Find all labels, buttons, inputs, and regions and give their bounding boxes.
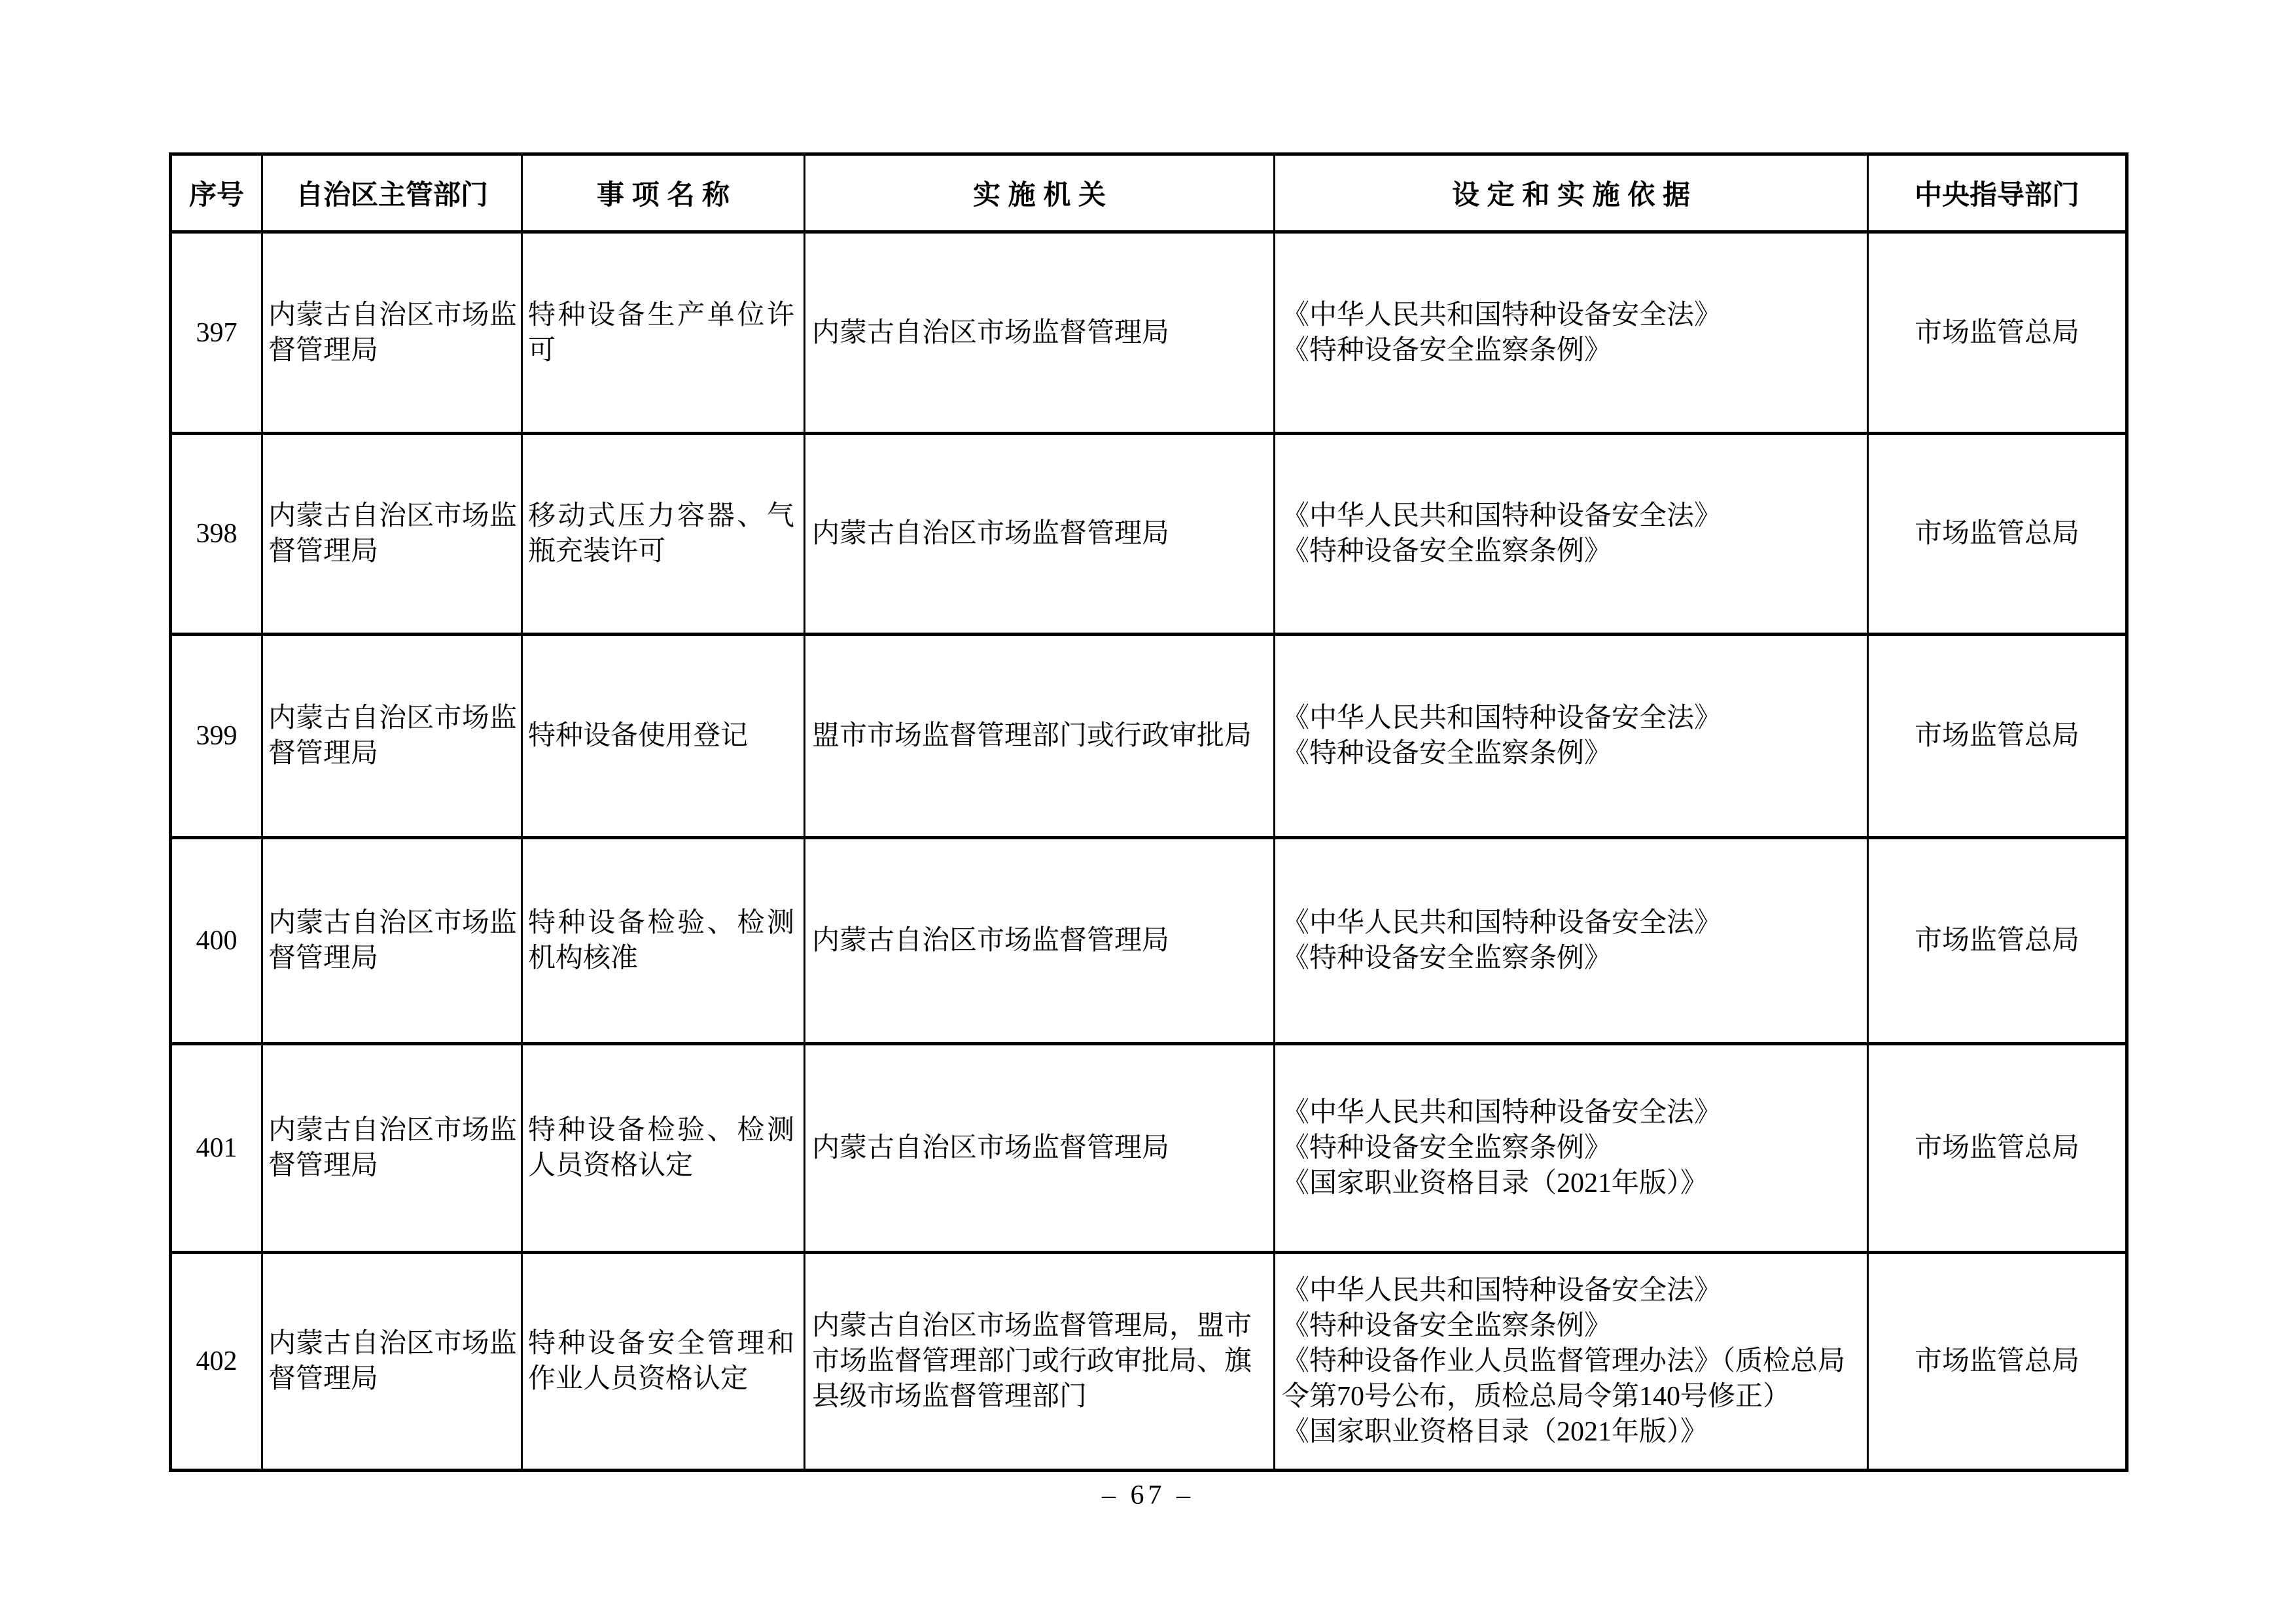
cell-implementing-authority: 内蒙古自治区市场监督管理局 — [805, 838, 1275, 1044]
approval-items-table — [169, 152, 2128, 1472]
legal-basis-line: 《特种设备安全监察条例》 — [1282, 943, 1612, 973]
cell-department: 内蒙古自治区市场监督管理局 — [262, 838, 522, 1044]
cell-central-guidance: 市场监管总局 — [1868, 1044, 2127, 1253]
cell-department: 内蒙古自治区市场监督管理局 — [262, 1044, 522, 1253]
legal-basis-line: 《中华人民共和国特种设备安全法》 — [1282, 501, 1722, 531]
legal-basis-line: 《特种设备安全监察条例》 — [1282, 1133, 1612, 1163]
legal-basis-line: 《特种设备安全监察条例》 — [1282, 1311, 1612, 1341]
cell-central-guidance: 市场监管总局 — [1868, 1253, 2127, 1471]
cell-department: 内蒙古自治区市场监督管理局 — [262, 1253, 522, 1471]
cell-central-guidance: 市场监管总局 — [1868, 838, 2127, 1044]
cell-legal-basis — [1275, 434, 1868, 635]
cell-department: 内蒙古自治区市场监督管理局 — [262, 232, 522, 434]
table-header-row — [171, 154, 2127, 232]
page-number: – 67 – — [1102, 1480, 1194, 1510]
cell-seq: 399 — [171, 635, 262, 838]
legal-basis-line: 《中华人民共和国特种设备安全法》 — [1282, 300, 1722, 330]
cell-legal-basis — [1275, 838, 1868, 1044]
cell-department: 内蒙古自治区市场监督管理局 — [262, 434, 522, 635]
cell-department: 内蒙古自治区市场监督管理局 — [262, 635, 522, 838]
cell-seq: 402 — [171, 1253, 262, 1471]
legal-basis-line: 《中华人民共和国特种设备安全法》 — [1282, 1276, 1722, 1306]
legal-basis-line: 《特种设备作业人员监督管理办法》（质检总局令第70号公布，质检总局令第140号修正） — [1282, 1346, 1846, 1412]
cell-item-name: 特种设备生产单位许可 — [522, 232, 805, 434]
cell-seq: 400 — [171, 838, 262, 1044]
column-header-seq: 序号 — [171, 154, 262, 232]
cell-item-name: 特种设备检验、检测人员资格认定 — [522, 1044, 805, 1253]
cell-central-guidance: 市场监管总局 — [1868, 434, 2127, 635]
table-row — [171, 1044, 2127, 1253]
cell-legal-basis — [1275, 1253, 1868, 1471]
legal-basis-line: 《特种设备安全监察条例》 — [1282, 536, 1612, 567]
table-row — [171, 232, 2127, 434]
column-header-department: 自治区主管部门 — [262, 154, 522, 232]
cell-seq: 398 — [171, 434, 262, 635]
cell-central-guidance: 市场监管总局 — [1868, 635, 2127, 838]
table-row — [171, 434, 2127, 635]
cell-implementing-authority: 内蒙古自治区市场监督管理局 — [805, 434, 1275, 635]
legal-basis-line: 《中华人民共和国特种设备安全法》 — [1282, 1098, 1722, 1128]
cell-legal-basis — [1275, 232, 1868, 434]
column-header-legal-basis: 设 定 和 实 施 依 据 — [1275, 154, 1868, 232]
cell-implementing-authority: 内蒙古自治区市场监督管理局，盟市市场监督管理部门或行政审批局、旗县级市场监督管理部门 — [805, 1253, 1275, 1471]
column-header-implementing-authority: 实 施 机 关 — [805, 154, 1275, 232]
cell-legal-basis — [1275, 1044, 1868, 1253]
table-row — [171, 635, 2127, 838]
table-row — [171, 1253, 2127, 1471]
legal-basis-line: 《特种设备安全监察条例》 — [1282, 739, 1612, 769]
cell-item-name: 移动式压力容器、气瓶充装许可 — [522, 434, 805, 635]
legal-basis-line: 《特种设备安全监察条例》 — [1282, 335, 1612, 366]
cell-item-name: 特种设备安全管理和作业人员资格认定 — [522, 1253, 805, 1471]
cell-implementing-authority: 内蒙古自治区市场监督管理局 — [805, 232, 1275, 434]
legal-basis-line: 《中华人民共和国特种设备安全法》 — [1282, 703, 1722, 733]
table-row — [171, 838, 2127, 1044]
cell-implementing-authority: 盟市市场监督管理部门或行政审批局 — [805, 635, 1275, 838]
legal-basis-line: 《国家职业资格目录（2021年版）》 — [1282, 1417, 1708, 1447]
legal-basis-line: 《中华人民共和国特种设备安全法》 — [1282, 908, 1722, 938]
cell-central-guidance: 市场监管总局 — [1868, 232, 2127, 434]
column-header-central-guidance: 中央指导部门 — [1868, 154, 2127, 232]
approval-items-table-wrap — [169, 152, 2128, 1472]
cell-legal-basis — [1275, 635, 1868, 838]
cell-seq: 397 — [171, 232, 262, 434]
cell-implementing-authority: 内蒙古自治区市场监督管理局 — [805, 1044, 1275, 1253]
column-header-item-name: 事 项 名 称 — [522, 154, 805, 232]
cell-item-name: 特种设备使用登记 — [522, 635, 805, 838]
legal-basis-line: 《国家职业资格目录（2021年版）》 — [1282, 1168, 1708, 1198]
cell-item-name: 特种设备检验、检测机构核准 — [522, 838, 805, 1044]
cell-seq: 401 — [171, 1044, 262, 1253]
